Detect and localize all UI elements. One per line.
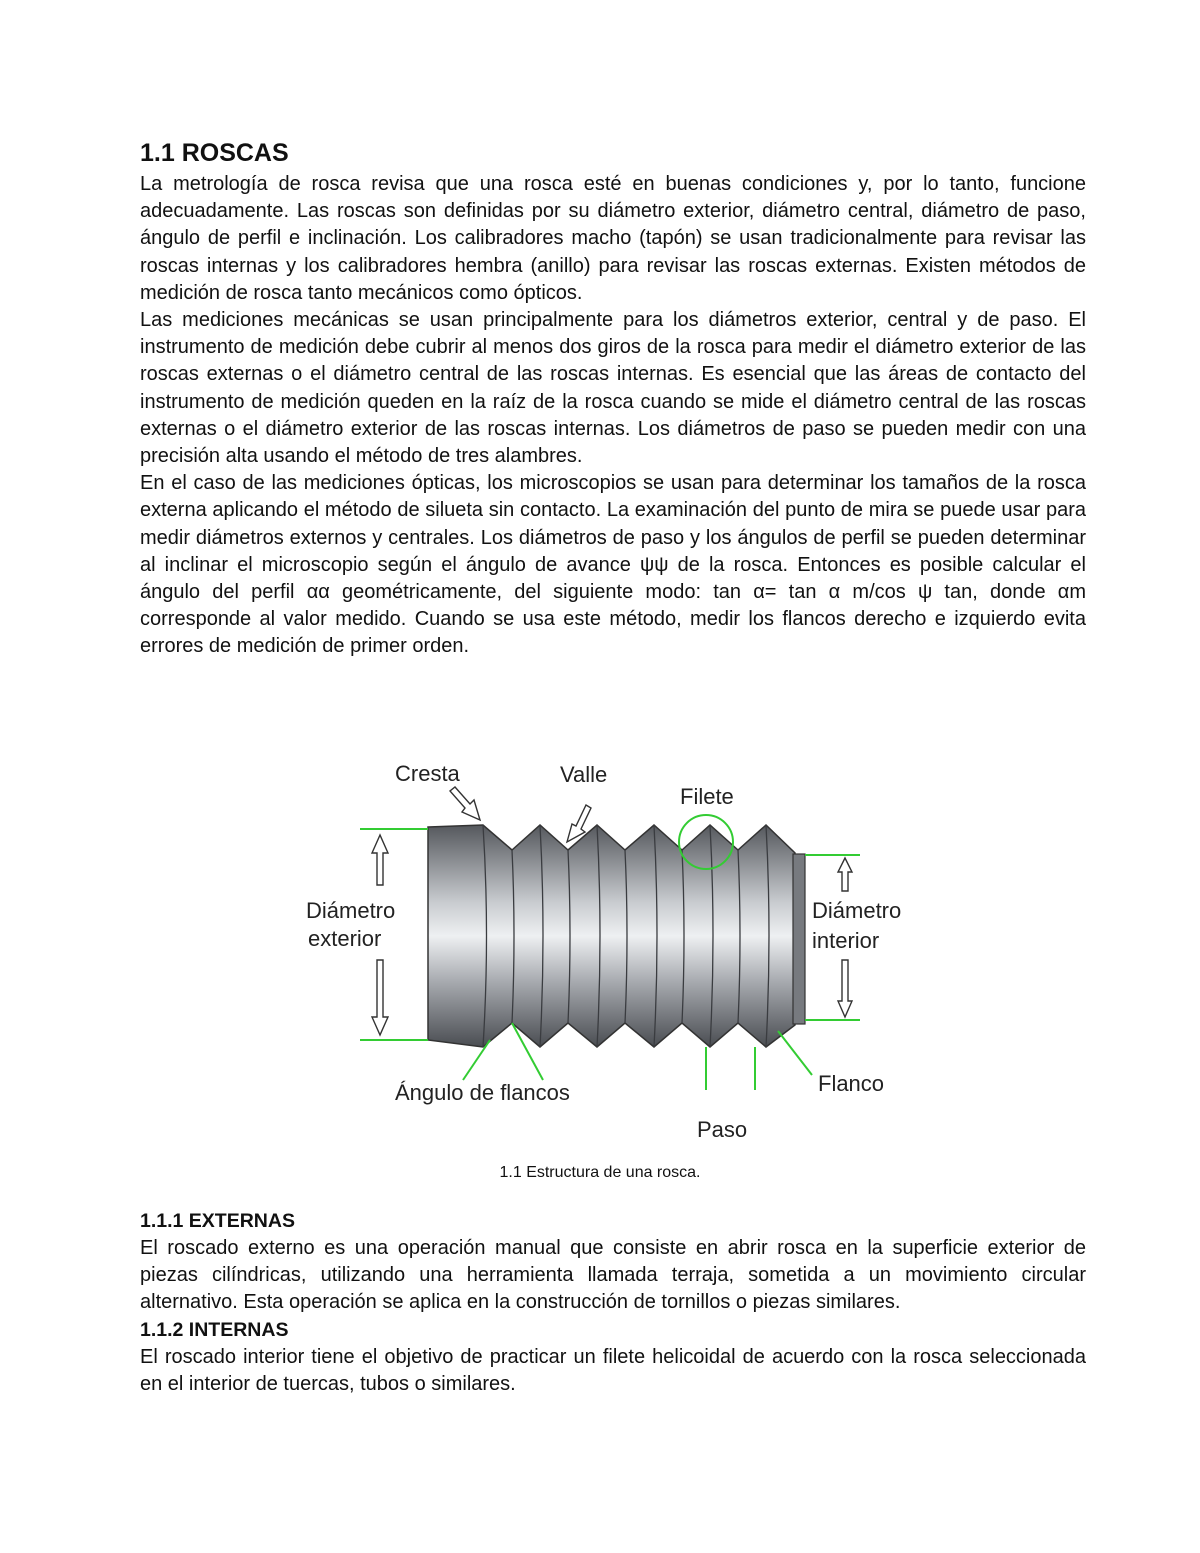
label-diametro-interior-1: Diámetro (812, 898, 902, 923)
section-title: 1.1 ROSCAS (140, 139, 289, 167)
label-paso: Paso (697, 1117, 748, 1142)
internas-text: El roscado interior tiene el objetivo de practicar un filete helicoidal de acuerdo con la rosca seleccionada en el interior de tuercas, tubos o similares. (140, 1345, 1086, 1395)
externas-title: 1.1.1 EXTERNAS (140, 1210, 295, 1232)
thread-structure-figure (300, 755, 920, 1150)
subsections (140, 1208, 1086, 1398)
label-filete: Filete (680, 784, 734, 809)
label-diametro-interior-2: interior (812, 928, 880, 953)
paragraph-intro: La metrología de rosca revisa que una rosca esté en buenas condiciones y, por lo tanto, funcione adecuadamente. Las roscas son definidas por su diámetro exterior, diámetro central, diámetro de paso, ángulo de perfil e inclinación. Los calibradores macho (tapón) se usan tradicionalmente para revisar las roscas internas y los calibradores hembra (anillo) para revisar las roscas externas. Existen métodos de medición de rosca tanto mecánicos como ópticos. (140, 173, 1086, 304)
document-body (140, 137, 1086, 661)
label-diametro-exterior-1: Diámetro (306, 898, 396, 923)
label-flanco: Flanco (818, 1071, 885, 1096)
thread-diagram (300, 755, 920, 1150)
arrow-up-exterior (372, 835, 388, 885)
thread-end-ring (793, 854, 805, 1024)
arrow-up-interior (838, 858, 852, 891)
paragraph-optical: En el caso de las mediciones ópticas, los microscopios se usan para determinar los tamaños de la rosca externa aplicando el método de silueta sin contacto. La examinación del punto de mira se puede usar para medir diámetros externos y centrales. Los diámetros de paso y los ángulos de perfil se pueden determinar al inclinar el microscopio según el ángulo de avance ψψ de la rosca. Entonces es posible calcular el ángulo del perfil αα geométricamente, del siguiente modo: tan α= tan α m/cos ψ tan, donde αm corresponde al valor medido. Cuando se usa este método, medir los flancos derecho e izquierdo evita errores de medición de primer orden. (140, 472, 1086, 658)
paragraph-mechanical: Las mediciones mecánicas se usan principalmente para los diámetros exterior, central y de paso. El instrumento de medición debe cubrir al menos dos giros de la rosca para medir el diámetro exterior de las roscas externas o el diámetro central de las roscas internas. Es esencial que las áreas de contacto del instrumento de medición queden en la raíz de la rosca cuando se mide el diámetro central de las roscas externas o el diámetro exterior de las roscas internas. Los diámetros de paso se pueden medir con una precisión alta usando el método de tres alambres. (140, 309, 1086, 468)
externas-text: El roscado externo es una operación manual que consiste en abrir rosca en la superficie exterior de piezas cilíndricas, utilizando una herramienta llamada terraja, sometida a un movimiento circular alternativo. Esta operación se aplica en la construcción de tornillos o piezas similares. (140, 1237, 1086, 1314)
label-angulo-flancos: Ángulo de flancos (395, 1080, 570, 1105)
internas-title: 1.1.2 INTERNAS (140, 1318, 289, 1341)
label-valle: Valle (560, 762, 608, 787)
label-cresta: Cresta (395, 761, 460, 786)
arrow-down-interior (838, 960, 852, 1017)
arrow-down-exterior (372, 960, 388, 1035)
arrow-cresta (450, 787, 480, 820)
figure-caption: 1.1 Estructura de una rosca. (499, 1164, 701, 1181)
label-diametro-exterior-2: exterior (308, 926, 382, 951)
